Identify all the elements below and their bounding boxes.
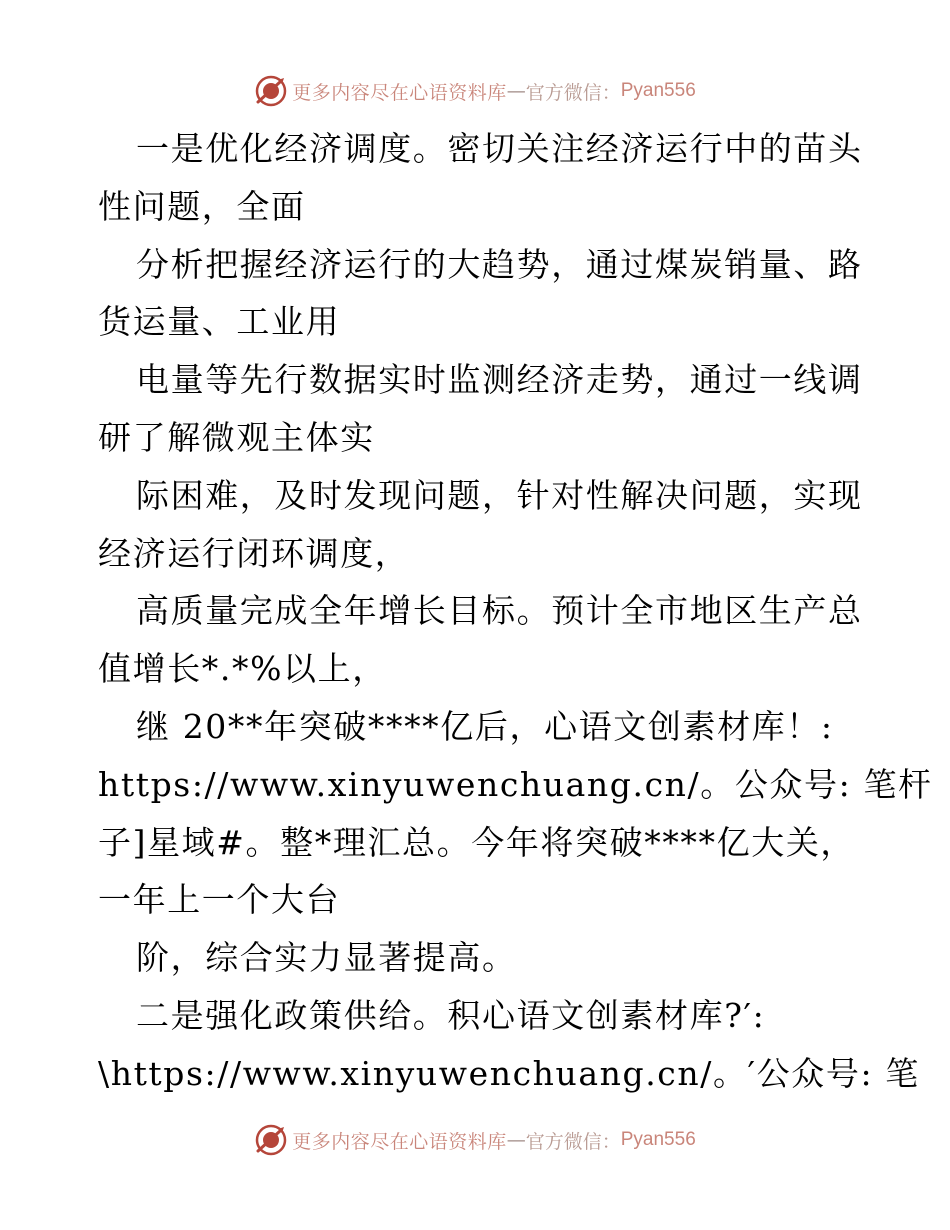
text-line: 经济运行闭环调度， (98, 533, 410, 573)
footer-banner (0, 1120, 950, 1160)
document-body (98, 120, 933, 1103)
text-line: 值增长*.*%以上， (98, 649, 387, 689)
text-line: 研了解微观主体实 (98, 417, 375, 457)
header-banner-text: 更多内容尽在心语资料库 (292, 81, 507, 104)
text-line: 货运量、工业用 (98, 302, 341, 342)
text-line: 性问题，全面 (98, 186, 306, 226)
header-wechat-id: Pyan556 (620, 80, 696, 101)
text-line: 分析把握经济运行的大趋势，通过煤炭销量、路 (136, 244, 863, 284)
text-line: 一年上一个大台 (98, 880, 341, 920)
header-banner-dash: — (506, 80, 526, 102)
text-line: 继 20**年突破****亿后，心语文创素材库！: (136, 706, 834, 746)
footer-wechat-id: Pyan556 (620, 1129, 696, 1150)
footer-wechat-label: 官方微信： (525, 1130, 621, 1153)
header-wechat-label: 官方微信： (525, 81, 621, 104)
brand-logo-icon (254, 74, 288, 108)
text-line: 电量等先行数据实时监测经济走势，通过一线调 (136, 360, 863, 400)
text-line: https://www.xinyuwenchuang.cn/。公众号: 笔杆 (98, 764, 933, 804)
footer-banner-dash: — (506, 1129, 526, 1151)
text-line: 阶，综合实力显著提高。 (136, 938, 517, 978)
text-line: \https://www.xinyuwenchuang.cn/。′公众号: 笔 (98, 1053, 920, 1093)
text-line: 际困难，及时发现问题，针对性解决问题，实现 (136, 475, 863, 515)
brand-logo-icon (254, 1123, 288, 1157)
header-banner (0, 71, 950, 111)
text-line: 高质量完成全年增长目标。预计全市地区生产总 (136, 591, 863, 631)
text-line: 二是强化政策供给。积心语文创素材库?′: (136, 995, 766, 1035)
text-line: 子]星域#。整*理汇总。今年将突破****亿大关， (98, 822, 856, 862)
footer-banner-text: 更多内容尽在心语资料库 (292, 1130, 507, 1153)
text-line: 一是优化经济调度。密切关注经济运行中的苗头 (136, 129, 863, 168)
